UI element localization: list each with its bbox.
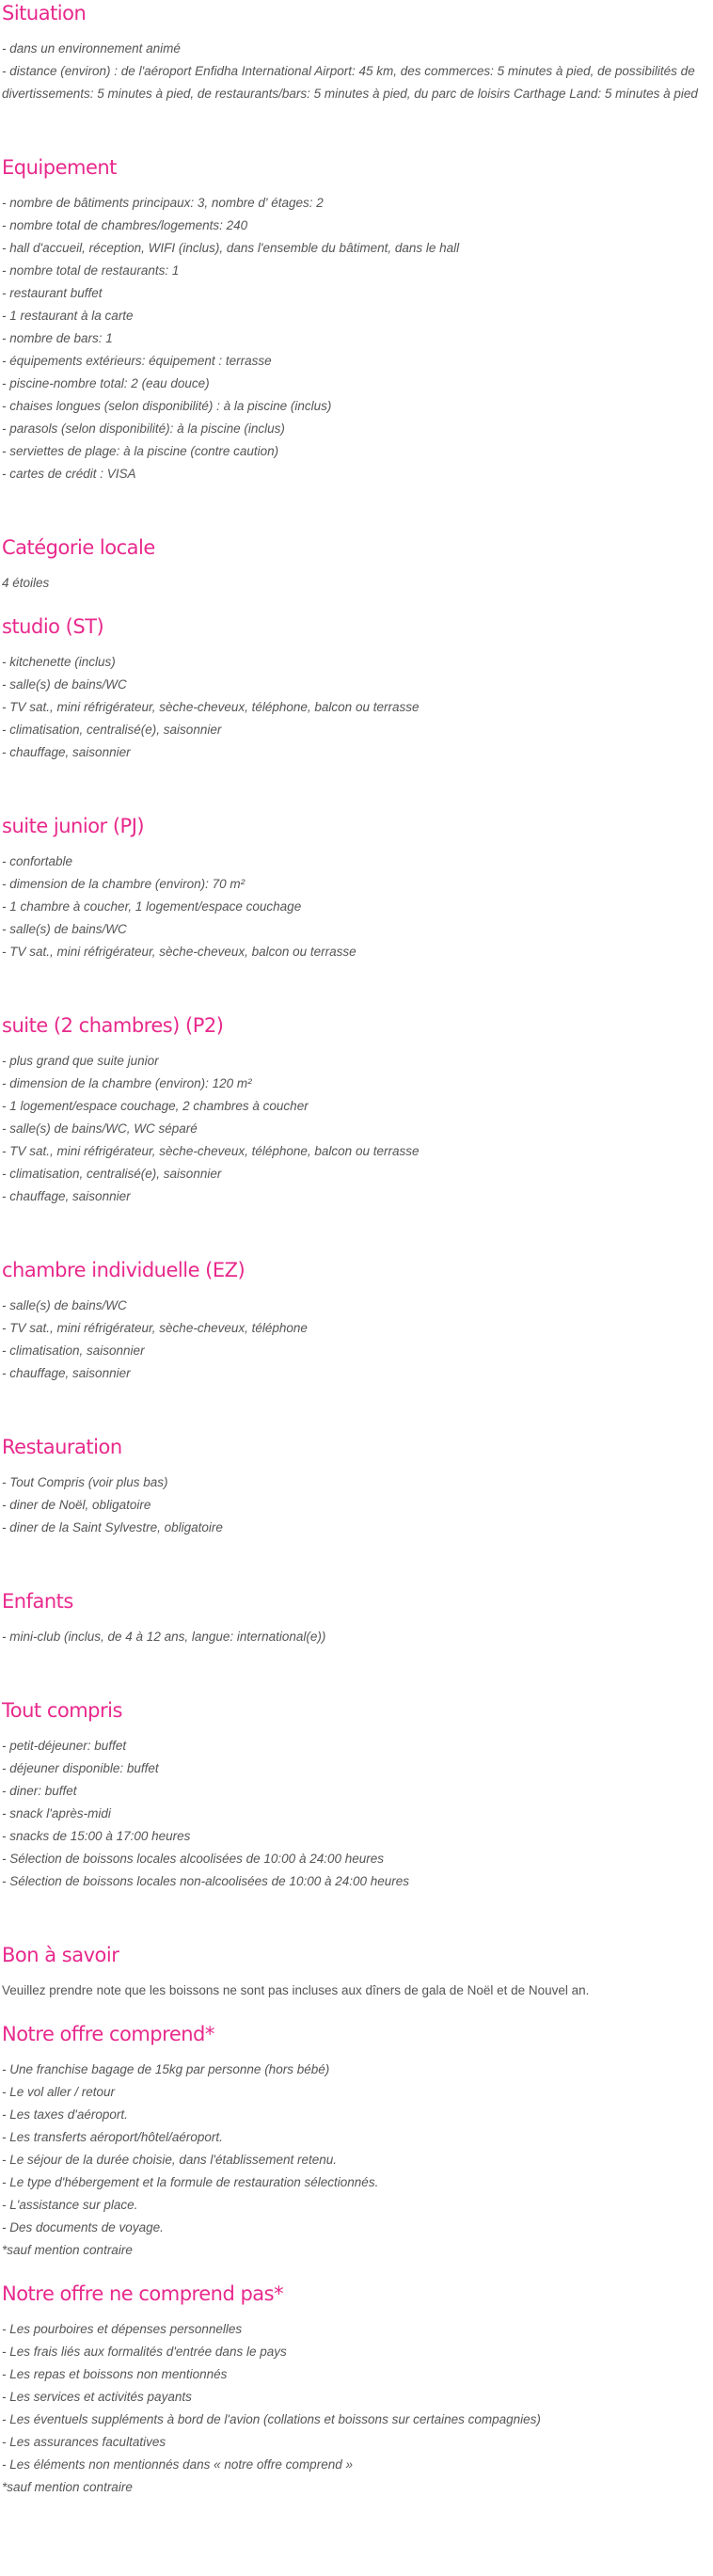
list-item: - Sélection de boissons locales alcoolisées de 10:00 à 24:00 heures xyxy=(2,1852,385,1866)
list-item: - nombre total de chambres/logements: 240 xyxy=(2,218,248,232)
list-item: - TV sat., mini réfrigérateur, sèche-cheveux, balcon ou terrasse xyxy=(2,945,356,959)
section-title-restauration: Restauration xyxy=(2,1436,122,1458)
list-item: - chauffage, saisonnier xyxy=(2,1189,131,1203)
list-item: - salle(s) de bains/WC, WC séparé xyxy=(2,1121,198,1136)
enfants-list xyxy=(2,1626,711,1648)
list-item: - dans un environnement animé xyxy=(2,41,181,56)
list-item: - chauffage, saisonnier xyxy=(2,1366,131,1380)
list-item: - nombre total de restaurants: 1 xyxy=(2,263,180,278)
list-item: - TV sat., mini réfrigérateur, sèche-cheveux, téléphone, balcon ou terrasse xyxy=(2,1144,420,1158)
list-item: - diner de Noël, obligatoire xyxy=(2,1498,151,1512)
list-item: - Le type d'hébergement et la formule de restauration sélectionnés. xyxy=(2,2175,379,2189)
section-offre-comprend xyxy=(2,2021,711,2262)
list-item: - 1 restaurant à la carte xyxy=(2,309,134,323)
footnote: *sauf mention contraire xyxy=(2,2480,133,2494)
list-item: - Le vol aller / retour xyxy=(2,2085,116,2099)
list-item: - salle(s) de bains/WC xyxy=(2,922,127,936)
list-item: - mini-club (inclus, de 4 à 12 ans, langue: international(e)) xyxy=(2,1630,326,1644)
list-item: - distance (environ) : de l'aéroport Enfidha International Airport: 45 km, des commerces: 5 minutes à pied, de possibilités de divertissements: 5 minutes à pied, de restaurants/bars: 5 minutes à pied, du parc de loisirs Carthage Land: 5 minutes à pied xyxy=(2,64,698,101)
list-item: - Les éléments non mentionnés dans « notre offre comprend » xyxy=(2,2457,353,2472)
section-title-offre-ne-comprend-pas: Notre offre ne comprend pas* xyxy=(2,2282,284,2305)
situation-list xyxy=(2,38,711,105)
section-title-tout-compris: Tout compris xyxy=(2,1699,122,1722)
tout-compris-list xyxy=(2,1735,711,1893)
section-equipement xyxy=(2,154,711,485)
list-item: - TV sat., mini réfrigérateur, sèche-cheveux, téléphone xyxy=(2,1321,308,1335)
list-item: - petit-déjeuner: buffet xyxy=(2,1739,127,1753)
section-bon-a-savoir xyxy=(2,1942,711,2002)
list-item: 4 étoiles xyxy=(2,576,50,590)
section-categorie-locale xyxy=(2,534,711,595)
list-item: - Les transferts aéroport/hôtel/aéroport. xyxy=(2,2130,223,2144)
list-item: - restaurant buffet xyxy=(2,286,103,300)
list-item: - snack l'après-midi xyxy=(2,1806,111,1821)
offre-comprend-list xyxy=(2,2059,711,2262)
section-offre-ne-comprend-pas xyxy=(2,2281,711,2499)
section-tout-compris xyxy=(2,1697,711,1893)
list-item: - Tout Compris (voir plus bas) xyxy=(2,1475,168,1489)
equipement-list xyxy=(2,192,711,485)
list-item: - Les assurances facultatives xyxy=(2,2435,166,2449)
list-item: - TV sat., mini réfrigérateur, sèche-cheveux, téléphone, balcon ou terrasse xyxy=(2,700,420,714)
list-item: - nombre de bâtiments principaux: 3, nombre d' étages: 2 xyxy=(2,196,324,210)
list-item: - climatisation, saisonnier xyxy=(2,1344,145,1358)
section-suite-junior xyxy=(2,813,711,963)
section-chambre-individuelle xyxy=(2,1257,711,1385)
studio-list xyxy=(2,651,711,764)
list-item: - Les frais liés aux formalités d'entrée dans le pays xyxy=(2,2345,287,2359)
list-item: - nombre de bars: 1 xyxy=(2,331,113,345)
section-title-categorie: Catégorie locale xyxy=(2,536,155,559)
section-title-chambre-individuelle: chambre individuelle (EZ) xyxy=(2,1259,246,1281)
list-item: - diner: buffet xyxy=(2,1784,77,1798)
list-item: - diner de la Saint Sylvestre, obligatoire xyxy=(2,1520,223,1534)
categorie-list xyxy=(2,572,711,595)
section-enfants xyxy=(2,1588,711,1648)
list-item: - Les éventuels suppléments à bord de l'avion (collations et boissons sur certaines compagnies) xyxy=(2,2412,541,2426)
list-item: - piscine-nombre total: 2 (eau douce) xyxy=(2,376,210,390)
list-item: - confortable xyxy=(2,854,73,868)
suite-junior-list xyxy=(2,851,711,963)
list-item: - climatisation, centralisé(e), saisonnier xyxy=(2,1167,222,1181)
list-item: - Sélection de boissons locales non-alcoolisées de 10:00 à 24:00 heures xyxy=(2,1874,410,1888)
section-studio xyxy=(2,613,711,764)
list-item: - serviettes de plage: à la piscine (contre caution) xyxy=(2,444,279,458)
list-item: - snacks de 15:00 à 17:00 heures xyxy=(2,1829,191,1843)
list-item: - Des documents de voyage. xyxy=(2,2220,164,2234)
list-item: - Les services et activités payants xyxy=(2,2390,192,2404)
list-item: - Les pourboires et dépenses personnelles xyxy=(2,2322,243,2336)
list-item: - L'assistance sur place. xyxy=(2,2198,138,2212)
section-restauration xyxy=(2,1434,711,1539)
section-title-situation: Situation xyxy=(2,2,87,24)
list-item: - déjeuner disponible: buffet xyxy=(2,1761,159,1775)
section-suite-2-chambres xyxy=(2,1012,711,1208)
section-title-suite-2-chambres: suite (2 chambres) (P2) xyxy=(2,1014,224,1037)
list-item: - chauffage, saisonnier xyxy=(2,745,131,759)
list-item: - plus grand que suite junior xyxy=(2,1054,159,1068)
suite-2-chambres-list xyxy=(2,1050,711,1208)
section-title-enfants: Enfants xyxy=(2,1590,73,1613)
list-item: - Les repas et boissons non mentionnés xyxy=(2,2367,228,2381)
list-item: - 1 logement/espace couchage, 2 chambres à coucher xyxy=(2,1099,309,1113)
list-item: - dimension de la chambre (environ): 120 m² xyxy=(2,1076,252,1090)
list-item: - salle(s) de bains/WC xyxy=(2,677,127,692)
list-item: - Les taxes d'aéroport. xyxy=(2,2107,128,2122)
list-item: - hall d'accueil, réception, WIFI (inclus), dans l'ensemble du bâtiment, dans le hall xyxy=(2,241,460,255)
list-item: - dimension de la chambre (environ): 70 m² xyxy=(2,877,246,891)
list-item: - kitchenette (inclus) xyxy=(2,655,116,669)
list-item: - Le séjour de la durée choisie, dans l'établissement retenu. xyxy=(2,2153,338,2167)
list-item: - parasols (selon disponibilité): à la piscine (inclus) xyxy=(2,421,285,436)
section-title-equipement: Equipement xyxy=(2,156,117,179)
section-title-offre-comprend: Notre offre comprend* xyxy=(2,2023,214,2045)
offre-ne-comprend-pas-list xyxy=(2,2318,711,2499)
section-situation xyxy=(2,0,711,105)
section-title-studio: studio (ST) xyxy=(2,615,104,638)
list-item: - Une franchise bagage de 15kg par personne (hors bébé) xyxy=(2,2062,330,2076)
list-item: - climatisation, centralisé(e), saisonnier xyxy=(2,723,222,737)
list-item: - 1 chambre à coucher, 1 logement/espace couchage xyxy=(2,899,302,914)
bon-a-savoir-text: Veuillez prendre note que les boissons ne sont pas incluses aux dîners de gala de Noël et de Nouvel an. xyxy=(2,1983,590,1997)
footnote: *sauf mention contraire xyxy=(2,2243,133,2257)
list-item: - chaises longues (selon disponibilité) : à la piscine (inclus) xyxy=(2,399,332,413)
section-title-bon-a-savoir: Bon à savoir xyxy=(2,1944,119,1966)
list-item: - cartes de crédit : VISA xyxy=(2,467,136,481)
section-title-suite-junior: suite junior (PJ) xyxy=(2,815,145,837)
list-item: - salle(s) de bains/WC xyxy=(2,1298,127,1312)
list-item: - équipements extérieurs: équipement : terrasse xyxy=(2,354,272,368)
restauration-list xyxy=(2,1471,711,1539)
chambre-individuelle-list xyxy=(2,1295,711,1385)
